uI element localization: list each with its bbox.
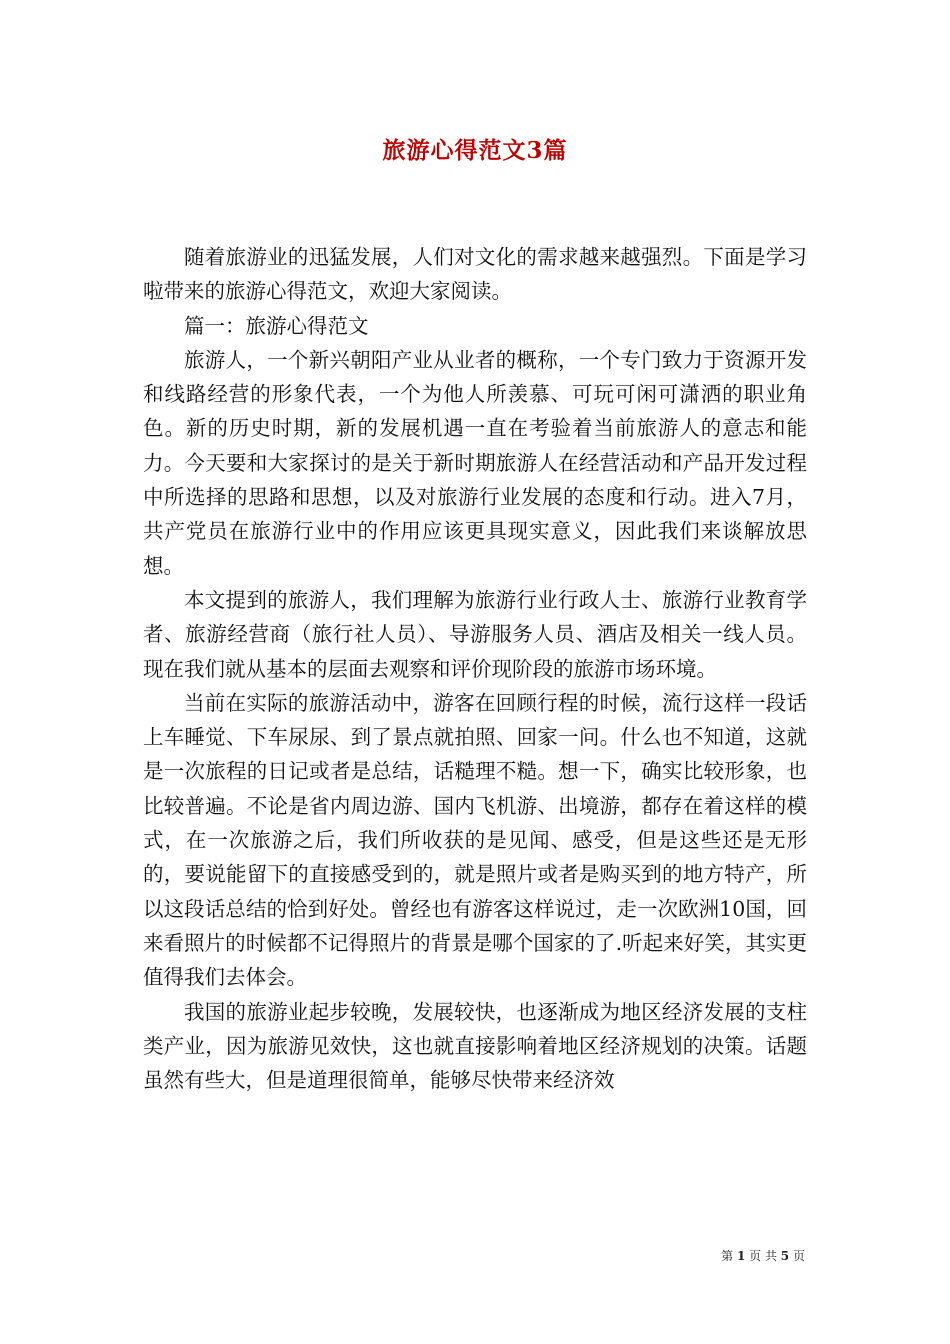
- body-paragraph: 旅游人，一个新兴朝阳产业从业者的概称，一个专门致力于资源开发和线路经营的形象代表，一个为他人所羡慕、可玩可闲可潇洒的职业角色。新的历史时期，新的发展机遇一直在考验着当前旅游人的意志和能力。今天要和大家探讨的是关于新时期旅游人在经营活动和产品开发过程中所选择的思路和思想，以及对旅游行业发展的态度和行动。进入7月，共产党员在旅游行业中的作用应该更具现实意义，因此我们来谈解放思想。: [143, 347, 807, 578]
- document-title: 旅游心得范文3篇: [382, 137, 568, 164]
- footer-middle: 页 共: [749, 1249, 777, 1263]
- footer-suffix: 页: [792, 1249, 805, 1263]
- body-paragraph: 我国的旅游业起步较晚，发展较快，也逐渐成为地区经济发展的支柱类产业，因为旅游见效快，这也就直接影响着地区经济规划的决策。话题虽然有些大，但是道理很简单，能够尽快带来经济效: [143, 999, 807, 1093]
- page-footer: [721, 1247, 805, 1264]
- section-heading: 篇一：旅游心得范文: [184, 313, 369, 338]
- intro-paragraph: 随着旅游业的迅猛发展，人们对文化的需求越来越强烈。下面是学习啦带来的旅游心得范文，欢迎大家阅读。: [143, 245, 807, 304]
- document-body: [143, 240, 807, 1097]
- body-paragraph: 本文提到的旅游人，我们理解为旅游行业行政人士、旅游行业教育学者、旅游经营商（旅行社人员）、导游服务人员、酒店及相关一线人员。现在我们就从基本的层面去观察和评价现阶段的旅游市场环境。: [143, 587, 807, 681]
- footer-prefix: 第: [721, 1249, 734, 1263]
- body-paragraph: 当前在实际的旅游活动中，游客在回顾行程的时候，流行这样一段话上车睡觉、下车尿尿、到了景点就拍照、回家一问。什么也不知道，这就是一次旅程的日记或者是总结，话糙理不糙。想一下，确实比较形象，也比较普遍。不论是省内周边游、国内飞机游、出境游，都存在着这样的模式，在一次旅游之后，我们所收获的是见闻、感受，但是这些还是无形的，要说能留下的直接感受到的，就是照片或者是购买到的地方特产，所以这段话总结的恰到好处。曾经也有游客这样说过，走一次欧洲10国，回来看照片的时候都不记得照片的背景是哪个国家的了.听起来好笑，其实更值得我们去体会。: [143, 690, 807, 990]
- current-page-number: 1: [736, 1249, 746, 1263]
- total-pages-number: 5: [780, 1249, 790, 1263]
